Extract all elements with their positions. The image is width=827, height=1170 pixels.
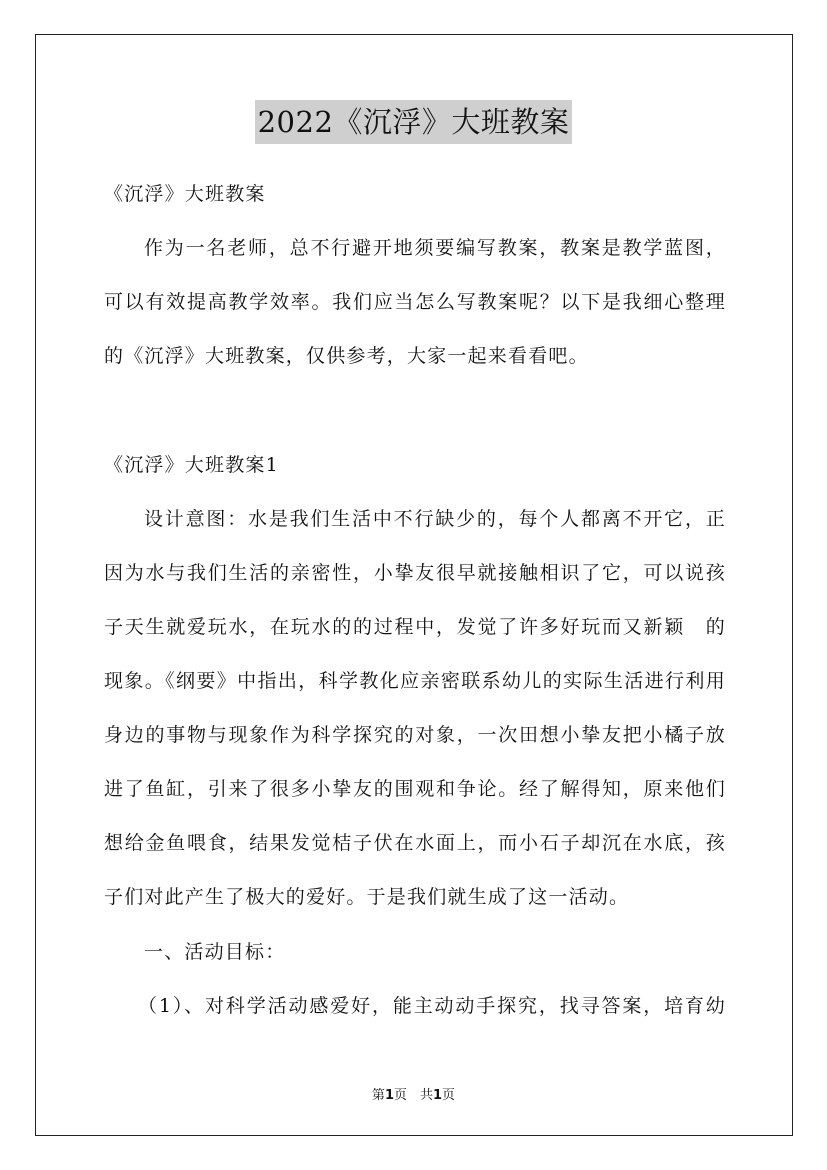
document-title-wrap xyxy=(0,100,827,144)
paragraph-line: 子们对此产生了极大的爱好。于是我们就生成了这一活动。 xyxy=(104,886,630,908)
paragraph-line: 想给金鱼喂食，结果发觉桔子伏在水面上，而小石子却沉在水底，孩 xyxy=(104,832,726,854)
paragraph-line: 因为水与我们生活的亲密性，小挚友很早就接触相识了它，可以说孩 xyxy=(104,562,726,584)
page-number: 1 xyxy=(384,1088,394,1103)
paragraph-line: 进了鱼缸，引来了很多小挚友的围观和争论。经了解得知，原来他们 xyxy=(104,778,726,800)
paragraph-line: 现象。《纲要》中指出，科学教化应亲密联系幼儿的实际生活进行利用 xyxy=(104,670,726,692)
page-footer xyxy=(0,1084,827,1103)
list-item: （1）、对科学活动感爱好，能主动动手探究，找寻答案，培育幼 xyxy=(138,995,726,1017)
section-subheading: 一、活动目标： xyxy=(144,941,286,963)
paragraph-line: 设计意图：水是我们生活中不行缺少的，每个人都离不开它，正 xyxy=(144,508,726,530)
paragraph-line: 身边的事物与现象作为科学探究的对象，一次田想小挚友把小橘子放 xyxy=(104,724,726,746)
section-heading: 《沉浮》大班教案 xyxy=(104,183,266,205)
paragraph-line: 作为一名老师，总不行避开地须要编写教案，教案是教学蓝图， xyxy=(144,237,726,259)
page-label-suffix: 页 xyxy=(442,1088,456,1103)
total-pages: 1 xyxy=(433,1088,443,1103)
section-heading: 《沉浮》大班教案1 xyxy=(104,454,279,476)
paragraph-line: 子天生就爱玩水，在玩水的的过程中，发觉了许多好玩而又新颖 的 xyxy=(104,616,726,638)
page-label-prefix: 第 xyxy=(371,1088,385,1103)
paragraph-line: 可以有效提高教学效率。我们应当怎么写教案呢？以下是我细心整理 xyxy=(104,291,726,313)
document-title: 2022《沉浮》大班教案 xyxy=(255,100,573,144)
paragraph-line: 的《沉浮》大班教案，仅供参考，大家一起来看看吧。 xyxy=(104,345,589,367)
page-label-mid: 页 共 xyxy=(393,1088,433,1103)
